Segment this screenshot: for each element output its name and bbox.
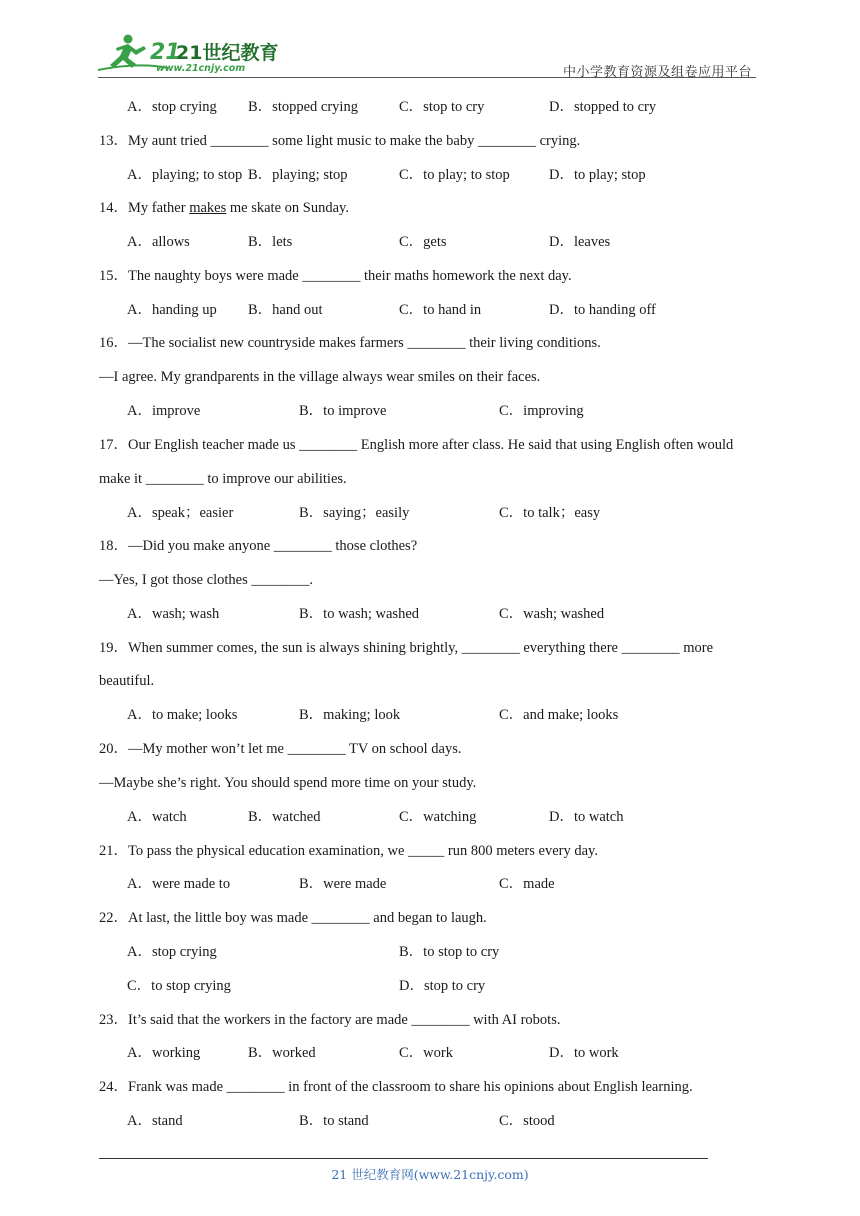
question-continuation: make it ________ to improve our abilities. [99, 471, 347, 487]
answer-option: D．to watch [549, 809, 624, 825]
answer-option: A．stop crying [127, 944, 217, 960]
question-stem: 17．Our English teacher made us ________ English more after class. He said that using English often would [99, 437, 734, 453]
answer-option: A．handing up [127, 302, 217, 318]
answer-option: A．watch [127, 809, 187, 825]
answer-option: C．improving [499, 403, 584, 419]
question-stem: 16．—The socialist new countryside makes farmers ________ their living conditions. [99, 335, 601, 351]
question-continuation: —Maybe she’s right. You should spend more time on your study. [99, 775, 477, 791]
header-divider [98, 77, 756, 78]
question-stem: 15．The naughty boys were made ________ their maths homework the next day. [99, 268, 572, 284]
page-header [98, 30, 758, 78]
answer-option: B．to stand [299, 1113, 369, 1129]
answer-option: A．playing; to stop [127, 167, 243, 183]
answer-option: A．working [127, 1045, 201, 1061]
svg-text:21: 21 [150, 40, 181, 65]
answer-option: A．improve [127, 403, 201, 419]
answer-option: D．to play; stop [549, 167, 646, 183]
answer-option: A．speak；easier [127, 505, 234, 521]
answer-option: C．gets [399, 234, 447, 250]
answer-option: A．wash; wash [127, 606, 220, 622]
answer-option: C．to play; to stop [399, 167, 510, 183]
question-text: me skate on Sunday. [226, 200, 349, 216]
answer-option: A．allows [127, 234, 190, 250]
answer-option: C．to hand in [399, 302, 482, 318]
question-stem: 18．—Did you make anyone ________ those clothes? [99, 538, 418, 554]
answer-option: C．to talk；easy [499, 505, 601, 521]
answer-option: B．were made [299, 876, 387, 892]
answer-option: B．watched [248, 809, 321, 825]
page-footer: 21 世纪教育网(www.21cnjy.com) [331, 1167, 529, 1182]
question-stem: 13．My aunt tried ________ some light music to make the baby ________ crying. [99, 133, 581, 149]
question-text: 14．My father [99, 200, 190, 216]
answer-option: C．stood [499, 1113, 555, 1129]
question-stem: 19．When summer comes, the sun is always shining brightly, ________ everything there ________ more [99, 640, 713, 656]
footer-divider [99, 1158, 708, 1159]
answer-option: B．playing; stop [248, 167, 348, 183]
question-continuation: beautiful. [99, 673, 155, 689]
answer-option: C．to stop crying [127, 978, 231, 994]
site-logo [98, 30, 279, 74]
answer-option: B．making; look [299, 707, 401, 723]
question-continuation: —Yes, I got those clothes ________. [99, 572, 314, 588]
answer-option: C．watching [399, 809, 477, 825]
question-stem: 24．Frank was made ________ in front of the classroom to share his opinions about English learning. [99, 1079, 693, 1095]
question-stem: 22．At last, the little boy was made ________ and began to laugh. [99, 910, 487, 926]
answer-option: D．stopped to cry [549, 99, 657, 115]
answer-option: D．to handing off [549, 302, 656, 318]
underlined-word: makes [189, 200, 227, 216]
svg-text:21世纪教育: 21世纪教育 [176, 42, 279, 64]
header-title: 中小学教育资源及组卷应用平台 [562, 65, 752, 80]
answer-option: C．wash; washed [499, 606, 605, 622]
answer-option: D．to work [549, 1045, 619, 1061]
answer-option: B．lets [248, 234, 293, 250]
answer-option: A．were made to [127, 876, 231, 892]
svg-text:www.21cnjy.com: www.21cnjy.com [156, 63, 246, 74]
question-stem: 21．To pass the physical education examination, we _____ run 800 meters every day. [99, 843, 598, 859]
runner-icon [110, 35, 146, 69]
question-continuation: —I agree. My grandparents in the village always wear smiles on their faces. [99, 369, 541, 385]
answer-option: B．to improve [299, 403, 387, 419]
answer-option: B．to stop to cry [399, 944, 500, 960]
question-stem: 20．—My mother won’t let me ________ TV on school days. [99, 741, 462, 757]
question-stem [99, 199, 349, 217]
answer-option: B．saying；easily [299, 505, 410, 521]
answer-option: A．stop crying [127, 99, 217, 115]
answer-option: C．and make; looks [499, 707, 619, 723]
answer-option: D．stop to cry [399, 978, 486, 994]
answer-option: B．stopped crying [248, 99, 358, 115]
answer-option: B．hand out [248, 302, 323, 318]
answer-option: B．worked [248, 1045, 316, 1061]
answer-option: D．leaves [549, 234, 611, 250]
answer-option: B．to wash; washed [299, 606, 420, 622]
question-stem: 23．It’s said that the workers in the factory are made ________ with AI robots. [99, 1012, 561, 1028]
answer-option: C．made [499, 876, 555, 892]
answer-option: C．stop to cry [399, 99, 485, 115]
answer-option: C．work [399, 1045, 453, 1061]
answer-option: A．stand [127, 1113, 183, 1129]
answer-option: A．to make; looks [127, 707, 238, 723]
